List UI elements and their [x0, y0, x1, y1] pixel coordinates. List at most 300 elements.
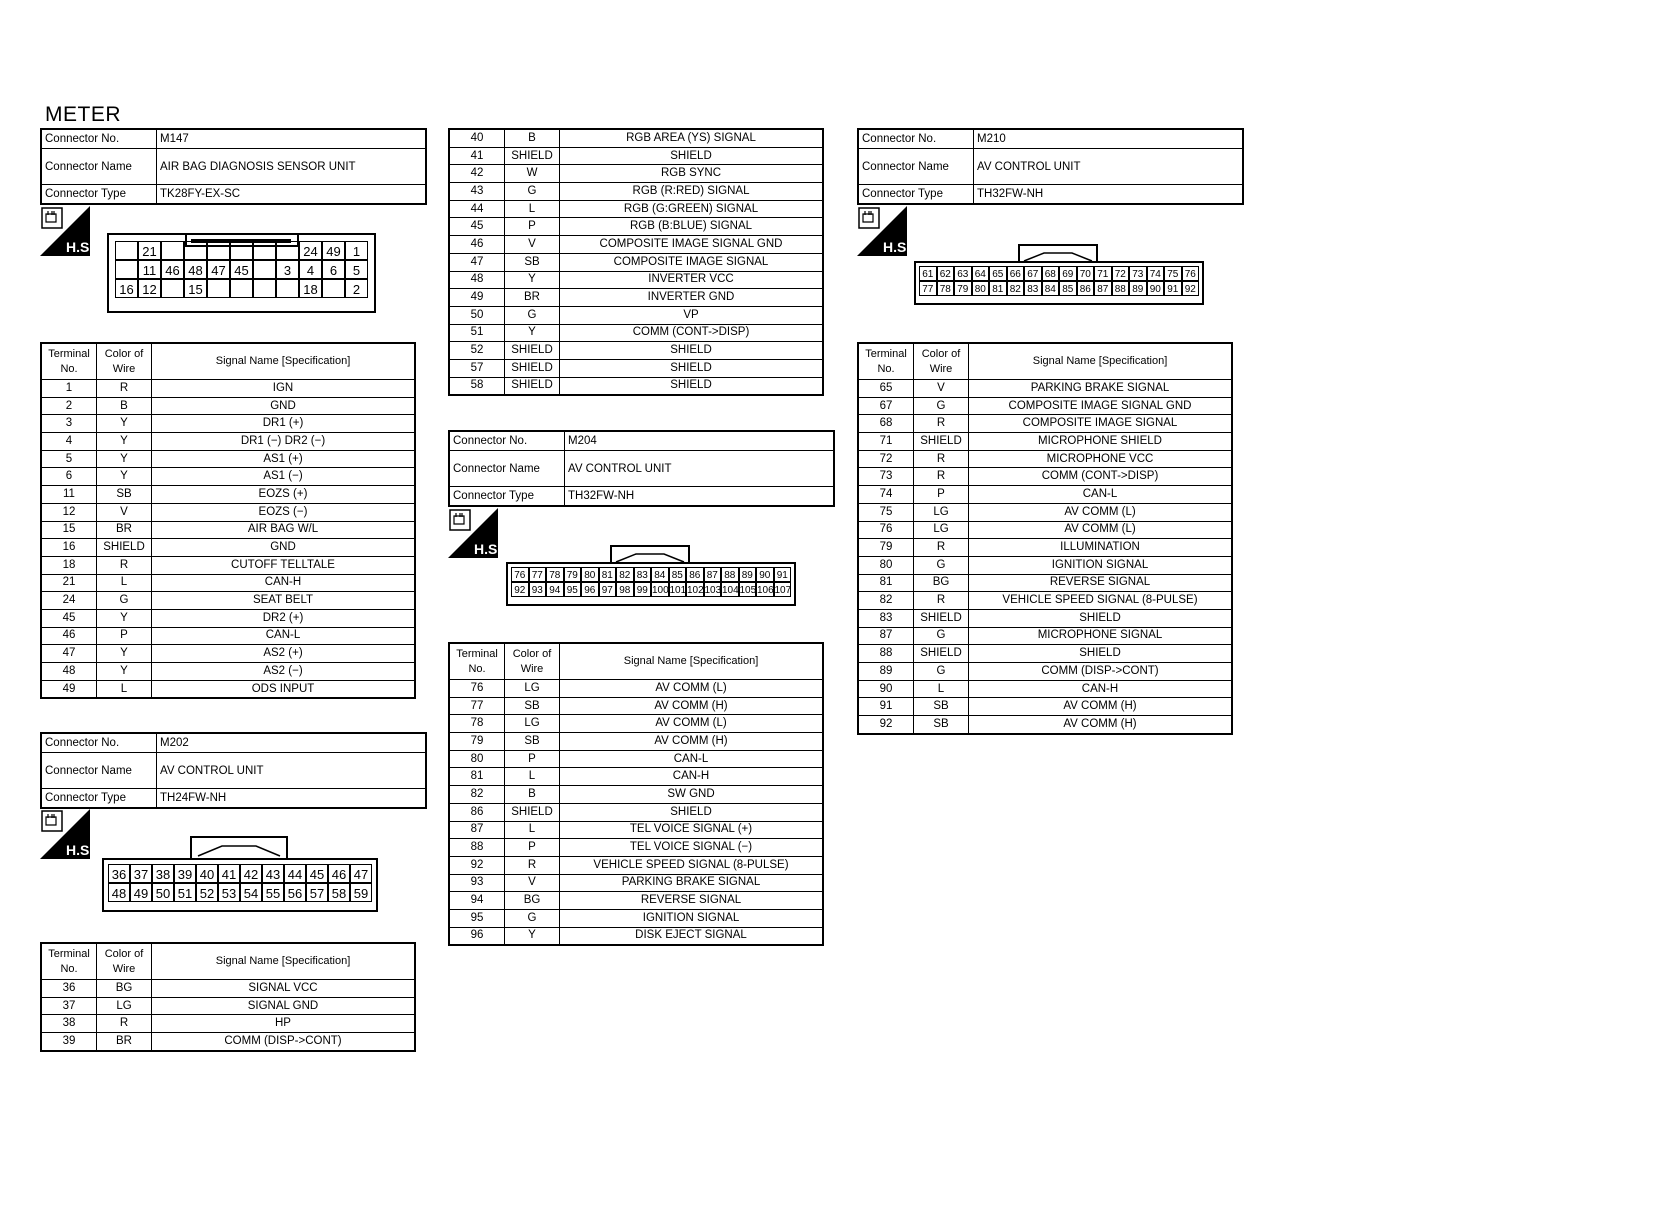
signal-name-cell: PARKING BRAKE SIGNAL — [560, 874, 824, 892]
signal-name-cell: CAN-H — [560, 768, 824, 786]
signal-name-cell: ODS INPUT — [152, 680, 416, 698]
connector-pin: 72 — [1112, 266, 1130, 281]
connector-name-label: Connector Name — [449, 451, 565, 487]
wire-color-cell: V — [914, 380, 969, 398]
m202-terminal-section — [40, 942, 416, 1052]
terminal-no-cell: 38 — [41, 1015, 97, 1033]
wire-color-cell: BR — [97, 521, 152, 539]
signal-name-cell: ILLUMINATION — [969, 539, 1233, 557]
color-of-wire-header: Color of Wire — [97, 343, 152, 380]
wire-color-cell: R — [97, 1015, 152, 1033]
connector-pin — [230, 241, 253, 260]
connector-pin — [115, 260, 138, 279]
table-row — [858, 698, 1232, 716]
terminal-no-cell: 87 — [858, 627, 914, 645]
connector-pin: 107 — [774, 582, 792, 597]
connector-pin: 55 — [262, 883, 284, 902]
table-row — [41, 468, 415, 486]
connector-pin: 76 — [1182, 266, 1200, 281]
terminal-no-cell: 44 — [449, 200, 505, 218]
terminal-no-cell: 36 — [41, 980, 97, 998]
terminal-no-cell: 49 — [41, 680, 97, 698]
table-row — [858, 433, 1232, 451]
wire-color-cell: R — [505, 856, 560, 874]
terminal-no-cell: 76 — [858, 521, 914, 539]
wire-color-cell: BG — [505, 892, 560, 910]
terminal-no-cell: 75 — [858, 503, 914, 521]
connector-pin: 36 — [108, 864, 130, 883]
m204-connector-name: AV CONTROL UNIT — [565, 451, 835, 487]
table-row — [858, 397, 1232, 415]
signal-name-cell: AV COMM (H) — [969, 716, 1233, 734]
connector-pin: 49 — [130, 883, 152, 902]
connector-pin: 85 — [1059, 281, 1077, 296]
wire-color-cell: SHIELD — [505, 359, 560, 377]
connector-pin: 83 — [1024, 281, 1042, 296]
terminal-no-cell: 86 — [449, 803, 505, 821]
table-row — [449, 129, 823, 147]
signal-name-cell: RGB (G:GREEN) SIGNAL — [560, 200, 824, 218]
connector-pin: 103 — [704, 582, 722, 597]
connector-pin: 91 — [774, 567, 792, 582]
terminal-no-cell: 49 — [449, 289, 505, 307]
svg-text:H.S.: H.S. — [66, 239, 94, 255]
wire-color-cell: LG — [505, 680, 560, 698]
color-of-wire-header: Color of Wire — [505, 643, 560, 680]
table-row — [41, 980, 415, 998]
connector-pin: 96 — [581, 582, 599, 597]
connector-pin: 69 — [1059, 266, 1077, 281]
wire-color-cell: SHIELD — [505, 803, 560, 821]
wire-color-cell: L — [97, 574, 152, 592]
terminal-no-cell: 81 — [449, 768, 505, 786]
terminal-no-cell: 80 — [449, 750, 505, 768]
m210-connector-type: TH32FW-NH — [974, 185, 1244, 205]
table-row — [858, 592, 1232, 610]
signal-name-cell: SHIELD — [560, 359, 824, 377]
connector-pin: 48 — [108, 883, 130, 902]
connector-type-label: Connector Type — [41, 185, 157, 205]
table-row — [858, 663, 1232, 681]
signal-name-cell: SHIELD — [969, 645, 1233, 663]
connector-pin: 39 — [174, 864, 196, 883]
connector-pin: 24 — [299, 241, 322, 260]
terminal-no-cell: 18 — [41, 556, 97, 574]
signal-name-header: Signal Name [Specification] — [969, 343, 1233, 380]
table-row — [41, 1015, 415, 1033]
m210-connector-diagram — [914, 261, 1204, 305]
terminal-no-header: Terminal No. — [41, 943, 97, 980]
terminal-no-cell: 42 — [449, 165, 505, 183]
wire-color-cell: B — [505, 786, 560, 804]
table-row — [449, 750, 823, 768]
table-row — [449, 856, 823, 874]
m147-terminal-section — [40, 342, 416, 699]
connector-pin: 53 — [218, 883, 240, 902]
wire-color-cell: Y — [505, 271, 560, 289]
signal-name-cell: VEHICLE SPEED SIGNAL (8-PULSE) — [560, 856, 824, 874]
wire-color-cell: W — [505, 165, 560, 183]
connector-pin: 48 — [184, 260, 207, 279]
table-row — [858, 486, 1232, 504]
table-row — [858, 415, 1232, 433]
signal-name-cell: VP — [560, 306, 824, 324]
signal-name-cell: INVERTER GND — [560, 289, 824, 307]
connector-pin: 57 — [306, 883, 328, 902]
signal-name-cell: RGB SYNC — [560, 165, 824, 183]
table-row — [449, 892, 823, 910]
table-row — [858, 680, 1232, 698]
connector-pin: 87 — [704, 567, 722, 582]
wire-color-cell: SB — [97, 486, 152, 504]
table-row — [449, 377, 823, 395]
signal-name-cell: AIR BAG W/L — [152, 521, 416, 539]
signal-name-cell: VEHICLE SPEED SIGNAL (8-PULSE) — [969, 592, 1233, 610]
m202-connector-hood — [190, 836, 288, 860]
connector-pin: 79 — [954, 281, 972, 296]
hs-icon — [40, 809, 94, 859]
connector-no-label: Connector No. — [858, 129, 974, 149]
signal-name-cell: MICROPHONE SHIELD — [969, 433, 1233, 451]
table-row — [449, 359, 823, 377]
terminal-no-cell: 21 — [41, 574, 97, 592]
table-row — [41, 486, 415, 504]
wire-color-cell: G — [97, 592, 152, 610]
table-row — [41, 433, 415, 451]
connector-pin: 12 — [138, 279, 161, 298]
hs-icon — [448, 508, 502, 558]
connector-pin: 15 — [184, 279, 207, 298]
table-row — [449, 909, 823, 927]
wire-color-cell: SB — [914, 698, 969, 716]
connector-no-label: Connector No. — [41, 733, 157, 753]
wire-color-cell: G — [914, 627, 969, 645]
m210-section — [857, 128, 1244, 205]
connector-pin: 88 — [721, 567, 739, 582]
table-row — [858, 380, 1232, 398]
color-of-wire-header: Color of Wire — [97, 943, 152, 980]
signal-name-cell: CAN-L — [560, 750, 824, 768]
signal-name-cell: REVERSE SIGNAL — [560, 892, 824, 910]
m147-connector-name: AIR BAG DIAGNOSIS SENSOR UNIT — [157, 149, 427, 185]
wire-color-cell: L — [97, 680, 152, 698]
connector-pin: 73 — [1129, 266, 1147, 281]
connector-pin — [161, 279, 184, 298]
terminal-no-cell: 81 — [858, 574, 914, 592]
connector-pin: 101 — [669, 582, 687, 597]
table-row — [449, 253, 823, 271]
signal-name-cell: AV COMM (L) — [560, 715, 824, 733]
connector-pin — [115, 241, 138, 260]
signal-name-cell: AS2 (−) — [152, 663, 416, 681]
wire-color-cell: Y — [97, 450, 152, 468]
table-row — [449, 342, 823, 360]
connector-pin: 76 — [511, 567, 529, 582]
table-row — [41, 415, 415, 433]
table-row — [41, 680, 415, 698]
table-row — [41, 997, 415, 1015]
terminal-no-cell: 46 — [449, 236, 505, 254]
wire-color-cell: G — [914, 663, 969, 681]
terminal-no-cell: 77 — [449, 697, 505, 715]
signal-name-header: Signal Name [Specification] — [152, 943, 416, 980]
connector-pin: 79 — [564, 567, 582, 582]
terminal-no-cell: 95 — [449, 909, 505, 927]
m202-terminal-table — [40, 942, 416, 1052]
connector-pin: 52 — [196, 883, 218, 902]
connector-pin: 41 — [218, 864, 240, 883]
hs-icon — [857, 206, 911, 256]
signal-name-cell: COMM (DISP->CONT) — [969, 663, 1233, 681]
wire-color-cell: P — [914, 486, 969, 504]
svg-text:H.S.: H.S. — [474, 541, 502, 557]
m147-connector-diagram — [107, 233, 376, 313]
signal-name-cell: RGB (B:BLUE) SIGNAL — [560, 218, 824, 236]
wire-color-cell: V — [505, 874, 560, 892]
terminal-no-cell: 88 — [449, 839, 505, 857]
connector-pin: 94 — [546, 582, 564, 597]
connector-pin: 16 — [115, 279, 138, 298]
terminal-no-cell: 79 — [858, 539, 914, 557]
table-row — [449, 733, 823, 751]
table-row — [858, 716, 1232, 734]
table-row — [858, 503, 1232, 521]
signal-name-cell: RGB AREA (YS) SIGNAL — [560, 129, 824, 147]
connector-pin: 47 — [207, 260, 230, 279]
m202-connector-name: AV CONTROL UNIT — [157, 753, 427, 789]
m202-continued-terminal-table — [448, 128, 824, 396]
connector-pin — [322, 279, 345, 298]
terminal-no-cell: 43 — [449, 183, 505, 201]
connector-pin: 45 — [306, 864, 328, 883]
connector-pin: 82 — [1007, 281, 1025, 296]
wire-color-cell: G — [505, 183, 560, 201]
signal-name-cell: AV COMM (H) — [969, 698, 1233, 716]
signal-name-cell: IGN — [152, 380, 416, 398]
connector-pin: 56 — [284, 883, 306, 902]
terminal-no-cell: 82 — [449, 786, 505, 804]
terminal-no-cell: 74 — [858, 486, 914, 504]
table-row — [41, 521, 415, 539]
connector-pin: 89 — [1129, 281, 1147, 296]
table-row — [858, 556, 1232, 574]
table-row — [858, 450, 1232, 468]
terminal-no-cell: 2 — [41, 397, 97, 415]
m204-connector-diagram — [506, 562, 796, 606]
connector-pin: 81 — [599, 567, 617, 582]
signal-name-cell: AV COMM (H) — [560, 697, 824, 715]
connector-pin: 95 — [564, 582, 582, 597]
terminal-no-cell: 39 — [41, 1033, 97, 1051]
connector-name-label: Connector Name — [41, 149, 157, 185]
terminal-no-cell: 65 — [858, 380, 914, 398]
connector-pin: 50 — [152, 883, 174, 902]
connector-pin: 38 — [152, 864, 174, 883]
terminal-no-cell: 11 — [41, 486, 97, 504]
wire-color-cell: Y — [97, 609, 152, 627]
table-row — [858, 574, 1232, 592]
wire-color-cell: BG — [914, 574, 969, 592]
signal-name-cell: SW GND — [560, 786, 824, 804]
signal-name-cell: PARKING BRAKE SIGNAL — [969, 380, 1233, 398]
connector-pin: 3 — [276, 260, 299, 279]
terminal-no-cell: 48 — [41, 663, 97, 681]
signal-name-cell: CAN-L — [152, 627, 416, 645]
table-row — [858, 627, 1232, 645]
connector-pin: 97 — [599, 582, 617, 597]
connector-pin: 87 — [1094, 281, 1112, 296]
connector-pin: 91 — [1164, 281, 1182, 296]
signal-name-cell: COMM (DISP->CONT) — [152, 1033, 416, 1051]
m202-continued-section — [448, 128, 824, 396]
connector-pin: 11 — [138, 260, 161, 279]
terminal-no-cell: 52 — [449, 342, 505, 360]
signal-name-cell: SHIELD — [969, 609, 1233, 627]
table-row — [449, 306, 823, 324]
wire-color-cell: G — [914, 556, 969, 574]
table-row — [449, 768, 823, 786]
m147-connector-no: M147 — [157, 129, 427, 149]
terminal-no-cell: 5 — [41, 450, 97, 468]
m204-terminal-section — [448, 642, 824, 946]
wire-color-cell: Y — [97, 663, 152, 681]
signal-name-cell: GND — [152, 397, 416, 415]
signal-name-cell: INVERTER VCC — [560, 271, 824, 289]
connector-pin: 90 — [1147, 281, 1165, 296]
connector-pin: 89 — [739, 567, 757, 582]
signal-name-cell: SEAT BELT — [152, 592, 416, 610]
signal-name-cell: GND — [152, 539, 416, 557]
signal-name-cell: DR1 (+) — [152, 415, 416, 433]
connector-pin — [253, 260, 276, 279]
m204-terminal-table — [448, 642, 824, 946]
terminal-no-header: Terminal No. — [449, 643, 505, 680]
signal-name-cell: SHIELD — [560, 803, 824, 821]
signal-name-cell: DR2 (+) — [152, 609, 416, 627]
wire-color-cell: SB — [914, 716, 969, 734]
connector-pin — [207, 279, 230, 298]
connector-pin — [230, 279, 253, 298]
table-row — [858, 645, 1232, 663]
wire-color-cell: G — [914, 397, 969, 415]
connector-pin: 64 — [972, 266, 990, 281]
terminal-no-cell: 92 — [449, 856, 505, 874]
terminal-no-cell: 87 — [449, 821, 505, 839]
signal-name-header: Signal Name [Specification] — [152, 343, 416, 380]
connector-pin: 4 — [299, 260, 322, 279]
connector-pin: 71 — [1094, 266, 1112, 281]
terminal-no-header: Terminal No. — [41, 343, 97, 380]
wire-color-cell: G — [505, 909, 560, 927]
signal-name-cell: RGB (R:RED) SIGNAL — [560, 183, 824, 201]
wire-color-cell: LG — [505, 715, 560, 733]
table-row — [41, 592, 415, 610]
m204-info-table — [448, 430, 835, 507]
wire-color-cell: P — [505, 750, 560, 768]
wire-color-cell: G — [505, 306, 560, 324]
table-row — [449, 715, 823, 733]
terminal-no-cell: 47 — [41, 645, 97, 663]
terminal-no-cell: 96 — [449, 927, 505, 945]
terminal-no-cell: 76 — [449, 680, 505, 698]
terminal-no-cell: 24 — [41, 592, 97, 610]
connector-pin: 40 — [196, 864, 218, 883]
terminal-no-cell: 45 — [449, 218, 505, 236]
signal-name-cell: COMPOSITE IMAGE SIGNAL GND — [560, 236, 824, 254]
terminal-no-cell: 46 — [41, 627, 97, 645]
connector-pin: 81 — [989, 281, 1007, 296]
terminal-no-cell: 3 — [41, 415, 97, 433]
table-row — [858, 468, 1232, 486]
m210-terminal-table — [857, 342, 1233, 735]
table-row — [858, 539, 1232, 557]
m202-info-table — [40, 732, 427, 809]
wire-color-cell: V — [505, 236, 560, 254]
signal-name-cell: DR1 (−) DR2 (−) — [152, 433, 416, 451]
wire-color-cell: SB — [505, 253, 560, 271]
wire-color-cell: R — [914, 468, 969, 486]
signal-name-cell: COMM (CONT->DISP) — [969, 468, 1233, 486]
table-row — [41, 609, 415, 627]
wire-color-cell: Y — [97, 415, 152, 433]
wire-color-cell: L — [914, 680, 969, 698]
signal-name-cell: SIGNAL GND — [152, 997, 416, 1015]
svg-text:H.S.: H.S. — [66, 842, 94, 858]
wire-color-cell: SB — [505, 733, 560, 751]
terminal-no-cell: 92 — [858, 716, 914, 734]
wire-color-cell: BR — [97, 1033, 152, 1051]
signal-name-cell: EOZS (−) — [152, 503, 416, 521]
wire-color-cell: SHIELD — [97, 539, 152, 557]
m147-info-table — [40, 128, 427, 205]
page-title: METER — [45, 103, 121, 126]
connector-pin: 90 — [756, 567, 774, 582]
signal-name-cell: COMM (CONT->DISP) — [560, 324, 824, 342]
m210-connector-name: AV CONTROL UNIT — [974, 149, 1244, 185]
wire-color-cell: SHIELD — [914, 609, 969, 627]
connector-pin: 70 — [1077, 266, 1095, 281]
signal-name-cell: CUTOFF TELLTALE — [152, 556, 416, 574]
connector-pin — [207, 241, 230, 260]
terminal-no-header: Terminal No. — [858, 343, 914, 380]
connector-pin — [276, 241, 299, 260]
connector-type-label: Connector Type — [858, 185, 974, 205]
signal-name-cell: MICROPHONE VCC — [969, 450, 1233, 468]
wire-color-cell: LG — [914, 503, 969, 521]
wire-color-cell: BG — [97, 980, 152, 998]
connector-pin: 92 — [1182, 281, 1200, 296]
terminal-no-cell: 83 — [858, 609, 914, 627]
signal-name-cell: CAN-L — [969, 486, 1233, 504]
table-row — [41, 627, 415, 645]
wire-color-cell: R — [97, 380, 152, 398]
connector-pin: 18 — [299, 279, 322, 298]
connector-pin: 74 — [1147, 266, 1165, 281]
m202-connector-type: TH24FW-NH — [157, 789, 427, 809]
table-row — [449, 324, 823, 342]
signal-name-cell: AV COMM (H) — [560, 733, 824, 751]
connector-pin: 45 — [230, 260, 253, 279]
table-row — [41, 574, 415, 592]
m202-connector-no: M202 — [157, 733, 427, 753]
table-row — [449, 821, 823, 839]
wire-color-cell: LG — [97, 997, 152, 1015]
wire-color-cell: L — [505, 200, 560, 218]
connector-pin: 82 — [616, 567, 634, 582]
connector-no-label: Connector No. — [41, 129, 157, 149]
connector-pin: 100 — [651, 582, 669, 597]
table-row — [449, 200, 823, 218]
